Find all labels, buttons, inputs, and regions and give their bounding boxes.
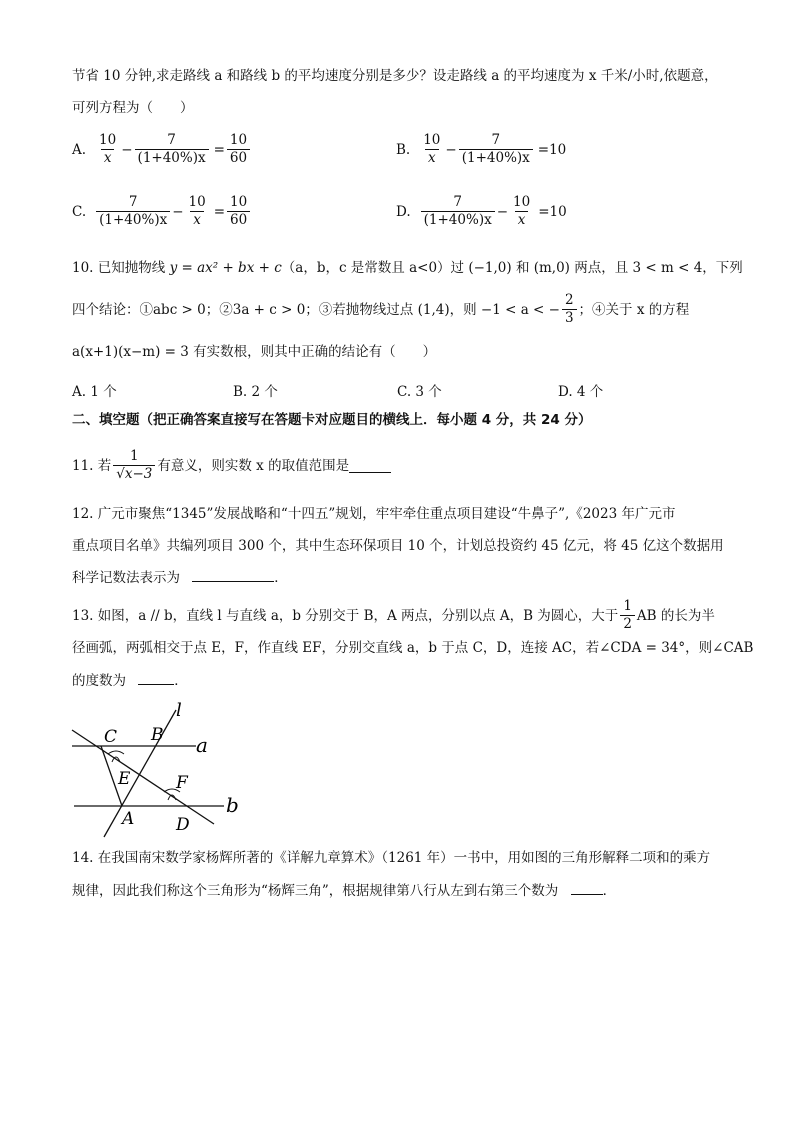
- label-b-line: b: [226, 793, 239, 817]
- operator: −: [445, 141, 457, 158]
- q9-option-b[interactable]: [396, 132, 566, 167]
- operator: −: [121, 141, 133, 158]
- q12-text: 科学记数法表示为: [72, 570, 180, 586]
- numerator: 10: [229, 132, 248, 148]
- label-l: l: [176, 700, 182, 721]
- q9-line-1: 节省 10 分钟,求走路线 a 和路线 b 的平均速度分别是多少？设走路线 a 的平均速度为 x 千米/小时,依题意，: [72, 68, 718, 84]
- denominator: 2: [620, 615, 635, 633]
- fraction: [459, 132, 533, 167]
- label-f: F: [176, 773, 188, 793]
- fraction: [186, 194, 209, 229]
- denominator: x: [515, 211, 529, 229]
- answer-blank[interactable]: [138, 670, 174, 685]
- q9-option-c[interactable]: [72, 194, 252, 229]
- equals: =: [213, 203, 226, 220]
- q9-option-d[interactable]: [396, 194, 567, 229]
- denominator: √x−3: [113, 465, 155, 483]
- q10-choice-c[interactable]: C. 3 个: [397, 384, 442, 400]
- q10-choice-a[interactable]: A. 1 个: [72, 384, 117, 400]
- numerator: 1: [130, 448, 139, 464]
- q13-line-3: [72, 670, 744, 691]
- q10-line-2: [72, 292, 744, 327]
- rhs: =10: [537, 141, 567, 158]
- fraction: [227, 132, 250, 167]
- operator: −: [496, 203, 509, 220]
- fraction: [227, 194, 250, 229]
- denominator: 60: [227, 149, 250, 167]
- numerator: 10: [423, 132, 441, 148]
- label-b-point: B: [151, 725, 164, 745]
- fraction: [421, 194, 495, 229]
- option-label: B.: [396, 141, 411, 158]
- label-a-point: A: [122, 809, 135, 829]
- operator: −: [172, 203, 184, 220]
- numerator: 7: [491, 132, 501, 148]
- q12-line-3: [72, 567, 744, 588]
- q13-line-2: 径画弧，两弧相交于点 E，F，作直线 EF，分别交直线 a，b 于点 C，D，连接 AC，若∠CDA = 34°，则∠CAB: [72, 640, 754, 656]
- label-e: E: [118, 769, 131, 789]
- geometry-figure: [64, 696, 254, 842]
- fraction: [96, 194, 170, 229]
- period: ．: [174, 673, 188, 689]
- option-label: C.: [72, 203, 87, 220]
- q12-line-2: 重点项目名单》共编列项目 300 个，其中生态环保项目 10 个，计划总投资约 45 亿元，将 45 亿这个数据用: [72, 538, 724, 554]
- equals: =: [213, 141, 225, 158]
- q14-line-1: 14. 在我国南宋数学家杨辉所著的《详解九章算术》（1261 年）一书中，用如图的三角形解释二项和的乘方: [72, 850, 711, 866]
- numerator: 10: [188, 194, 206, 210]
- period: ．: [602, 883, 617, 899]
- numerator: 10: [230, 194, 248, 210]
- fraction: [113, 448, 155, 483]
- q10-line-1: [72, 258, 744, 278]
- fraction: [420, 132, 443, 167]
- q13-text: 13. 如图，a // b，直线 l 与直线 a，b 分别交于 B，A 两点，分别以点 A，B 为圆心，大于: [72, 607, 619, 624]
- fraction: [562, 292, 577, 327]
- label-a-line: a: [196, 733, 208, 757]
- q10-equation: y = ax² + bx + c: [169, 260, 282, 276]
- line-ef: [72, 730, 214, 824]
- arc-mark-e1: [108, 751, 124, 754]
- option-label: D.: [396, 203, 411, 220]
- denominator: 60: [227, 211, 250, 229]
- answer-blank[interactable]: [571, 880, 603, 895]
- numerator: 1: [623, 598, 632, 614]
- q11-line: [72, 448, 744, 483]
- q10-text: 四个结论：①abc > 0；②3a + c > 0；③若抛物线过点 (1,4)，则 −1 < a < −: [72, 301, 560, 318]
- denominator: 3: [562, 309, 577, 327]
- option-label: A.: [72, 141, 87, 158]
- denominator: (1+40%)x: [135, 149, 209, 167]
- numerator: 10: [513, 194, 531, 210]
- q9-option-a[interactable]: [72, 132, 252, 167]
- numerator: 7: [128, 194, 138, 210]
- numerator: 7: [167, 132, 176, 148]
- q10-choice-d[interactable]: D. 4 个: [558, 384, 604, 400]
- answer-blank[interactable]: [349, 458, 391, 473]
- q14-line-2: [72, 880, 744, 901]
- denominator: x: [425, 149, 439, 167]
- numerator: 10: [99, 132, 117, 148]
- q11-text: 11. 若: [72, 457, 112, 474]
- fraction: [96, 132, 119, 167]
- section-heading: 二、填空题（把正确答案直接写在答题卡对应题目的横线上．每小题 4 分，共 24 分）: [72, 412, 592, 428]
- numerator: 2: [564, 292, 574, 308]
- denominator: x: [190, 211, 204, 229]
- q13-text: AB 的长为半: [636, 607, 715, 624]
- denominator: (1+40%)x: [459, 149, 533, 167]
- answer-blank[interactable]: [192, 567, 274, 582]
- q11-text: 有意义，则实数 x 的取值范围是: [157, 457, 350, 474]
- numerator: 7: [453, 194, 462, 210]
- label-c: C: [104, 727, 118, 747]
- denominator: (1+40%)x: [421, 211, 495, 229]
- q10-text: ；④关于 x 的方程: [578, 301, 690, 318]
- fraction: [620, 598, 635, 633]
- q14-text: 规律，因此我们称这个三角形为“杨辉三角”，根据规律第八行从左到右第三个数为: [72, 883, 559, 899]
- q10-text: 10. 已知抛物线: [72, 260, 170, 276]
- rhs: =10: [538, 203, 567, 220]
- fraction: [135, 132, 209, 167]
- label-d: D: [176, 815, 190, 835]
- denominator: x: [101, 149, 115, 167]
- fraction: [510, 194, 533, 229]
- q9-line-2: 可列方程为（ ）: [72, 100, 194, 116]
- q10-choice-b[interactable]: B. 2 个: [233, 384, 278, 400]
- q10-line-3: a(x+1)(x−m) = 3 有实数根，则其中正确的结论有（ ）: [72, 344, 437, 360]
- period: ．: [274, 570, 288, 586]
- q13-text: 的度数为: [72, 673, 126, 689]
- q13-line-1: [72, 598, 744, 633]
- q10-text: （a，b，c 是常数且 a<0）过 (−1,0) 和 (m,0) 两点，且 3 < m < 4，下列: [281, 260, 743, 276]
- denominator: (1+40%)x: [96, 211, 170, 229]
- q12-line-1: 12. 广元市聚焦“1345”发展战略和“十四五”规划，牢牢牵住重点项目建设“牛鼻子”,《2023 年广元市: [72, 506, 676, 522]
